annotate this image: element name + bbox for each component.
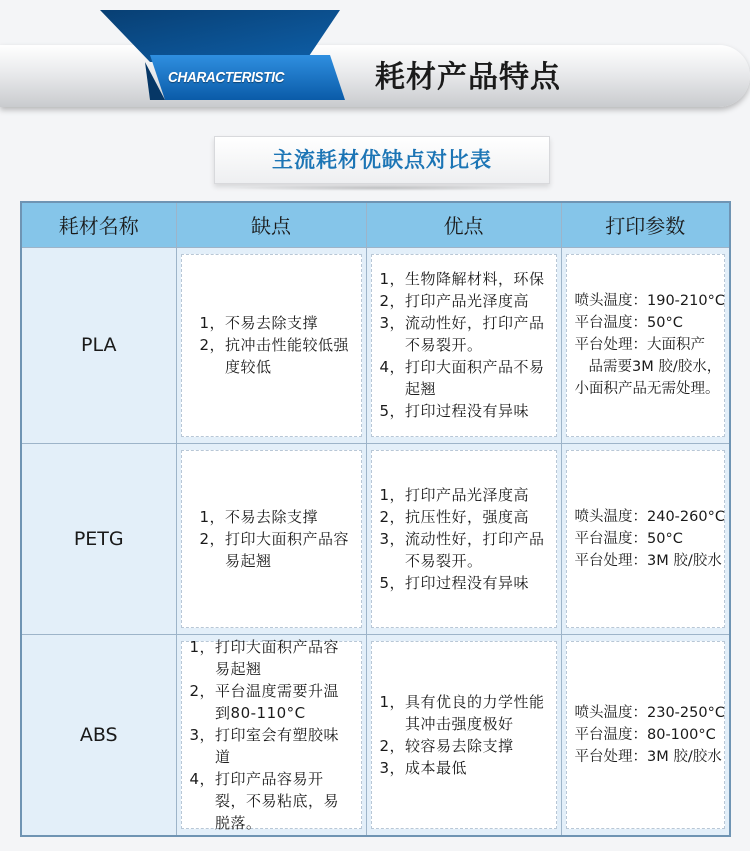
material-name: ABS: [21, 634, 176, 836]
list-item: 2， 抗压性好，强度高: [379, 507, 530, 526]
table-row: [21, 634, 730, 836]
cons-list: [190, 312, 353, 378]
param-line: 平台温度：50°C: [574, 530, 683, 547]
list-item: 1， 具有优良的力学性能其冲击强度极好: [379, 692, 545, 733]
header-params: 打印参数: [561, 202, 730, 247]
list-item: 3， 成本最低: [379, 758, 468, 777]
ribbon-graphic: [0, 0, 380, 130]
param-line: 小面积产品无需处理。: [574, 381, 720, 397]
param-line: 平台温度：50°C: [574, 315, 683, 331]
list-item: 4， 打印大面积产品不易起翘: [379, 358, 545, 398]
cons-cell: [176, 247, 366, 443]
params-cell: [561, 443, 730, 634]
list-item: 5， 打印过程没有异味: [379, 573, 530, 592]
list-item: 4， 打印产品容易开裂，不易粘底，易脱落。: [189, 769, 340, 832]
param-line: 平台温度：80-100°C: [574, 726, 716, 743]
header-pros: 优点: [366, 202, 561, 247]
pros-list: [380, 484, 548, 594]
header-cons: 缺点: [176, 202, 366, 247]
cons-cell: [176, 443, 366, 634]
params-cell: [561, 247, 730, 443]
param-line: 品需要3M 胶/胶水，: [588, 359, 722, 375]
table-row: [21, 247, 730, 443]
pros-cell: [366, 247, 561, 443]
list-item: 2， 打印大面积产品容易起翘: [199, 529, 350, 570]
param-line: 平台处理：大面积产: [574, 337, 705, 353]
params-cell: [561, 634, 730, 836]
list-item: 5， 打印过程没有异味: [379, 402, 530, 420]
comparison-table: [20, 201, 731, 837]
page-title: 耗材产品特点: [375, 60, 561, 95]
param-line: 喷头温度：240-260°C: [574, 508, 725, 525]
param-line: 喷头温度：190-210°C: [574, 293, 725, 309]
badge-text: CHARACTERISTIC: [168, 69, 285, 86]
list-item: 2， 打印产品光泽度高: [379, 292, 530, 310]
pros-cell: [366, 443, 561, 634]
cons-cell: [176, 634, 366, 836]
list-item: 2， 较容易去除支撑: [379, 736, 514, 755]
header-banner: [0, 0, 750, 130]
cons-list: [190, 506, 353, 572]
header-name: 耗材名称: [21, 202, 176, 247]
list-item: 3， 流动性好，打印产品不易裂开。: [379, 314, 545, 354]
list-item: 3， 流动性好，打印产品不易裂开。: [379, 529, 545, 570]
list-item: 1， 打印产品光泽度高: [379, 485, 530, 504]
list-item: 1， 不易去除支撑: [199, 507, 319, 526]
param-line: 喷头温度：230-250°C: [574, 704, 725, 721]
cons-list: [190, 636, 353, 834]
pros-list: [380, 691, 548, 779]
list-item: 2， 抗冲击性能较低强度较低: [199, 336, 350, 376]
param-line: 平台处理：3M 胶/胶水: [574, 552, 722, 569]
list-item: 1， 生物降解材料，环保: [379, 270, 545, 288]
pros-list: [380, 268, 548, 422]
material-name: PETG: [21, 443, 176, 634]
list-item: 1， 不易去除支撑: [199, 314, 319, 332]
subtitle: 主流耗材优缺点对比表: [272, 147, 492, 172]
param-line: 平台处理：3M 胶/胶水: [574, 748, 722, 765]
subtitle-box: [214, 136, 550, 184]
list-item: 1， 打印大面积产品容易起翘: [189, 637, 340, 678]
pros-cell: [366, 634, 561, 836]
table-row: [21, 443, 730, 634]
list-item: 2， 平台温度需要升温到80-110°C: [189, 681, 340, 722]
material-name: PLA: [21, 247, 176, 443]
list-item: 3， 打印室会有塑胶味道: [189, 725, 340, 766]
table-header-row: [21, 202, 730, 247]
